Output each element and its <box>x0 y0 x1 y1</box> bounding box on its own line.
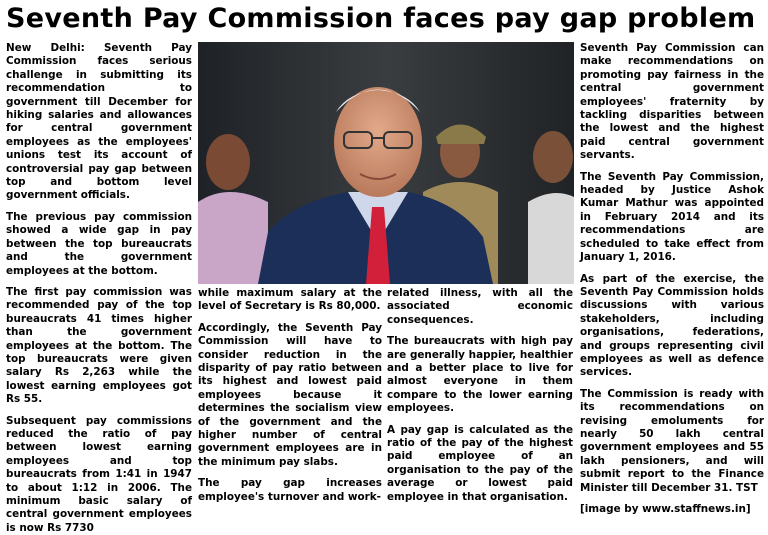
article-column-2 <box>198 287 382 502</box>
image-credit: [image by www.staffnews.in] <box>580 503 751 515</box>
paragraph: The first pay commission was recommended pay of the top bureaucrats 41 times higher than the government employees at the bottom. The top bureaucrats were given salary Rs 2,263 while the lowest earning employees got Rs 55. <box>6 285 192 406</box>
paragraph: The Commission is ready with its recommendations on revising emoluments for nearly 50 lakh central government employees and 55 lakh pensioners, and will submit report to the Finance Minister till December 31. TST <box>580 387 764 494</box>
article-column-1 <box>6 42 192 534</box>
paragraph: Accordingly, the Seventh Pay Commission will have to consider reduction in the disparity of pay ratio between its highest and lowest paid employees because it determines the socialism view of the government and the higher number of central government employees are in the minimum pay slabs. <box>198 321 382 468</box>
article-column-3 <box>387 287 573 502</box>
news-photo <box>198 42 574 284</box>
paragraph: A pay gap is calculated as the ratio of the pay of the highest paid employee of an organisation to the pay of the average or lowest paid employee in that organisation. <box>387 423 573 503</box>
paragraph: As part of the exercise, the Seventh Pay Commission holds discussions with various stakeholders, including organisations, federations, and groups representing civil employees as well as defence services. <box>580 272 764 379</box>
paragraph: related illness, with all the associated economic consequences. <box>387 287 573 326</box>
paragraph: Seventh Pay Commission can make recommendations on promoting pay fairness in the central government employees' fraternity by tackling disparities between the lowest and the highest paid central government servants. <box>580 42 764 162</box>
paragraph: Subsequent pay commissions reduced the ratio of pay between lowest earning employees and top bureaucrats from 1:41 in 1947 to about 1:12 in 2006. The minimum basic salary of central government employees is now Rs 7730 <box>6 414 192 534</box>
article-column-4 <box>580 42 764 515</box>
paragraph: The pay gap increases employee's turnover and work- <box>198 477 382 503</box>
paragraph: The Seventh Pay Commission, headed by Justice Ashok Kumar Mathur was appointed in February 2014 and its recommendations are scheduled to take effect from January 1, 2016. <box>580 170 764 264</box>
paragraph: The previous pay commission showed a wide gap in pay between the top bureaucrats and the government employees at the bottom. <box>6 210 192 277</box>
paragraph: The bureaucrats with high pay are generally happier, healthier and a better place to live for almost everyone in them compare to the lower earning employees. <box>387 335 573 415</box>
paragraph: New Delhi: Seventh Pay Commission faces serious challenge in submitting its recommendation to government till December for hiking salaries and allowances for central government employees as the employees' unions test its account of controversial pay gap between top and bottom level government officials. <box>6 42 192 202</box>
paragraph: while maximum salary at the level of Secretary is Rs 80,000. <box>198 287 382 313</box>
photo-illustration <box>198 42 574 284</box>
headline: Seventh Pay Commission faces pay gap problem <box>6 3 756 34</box>
